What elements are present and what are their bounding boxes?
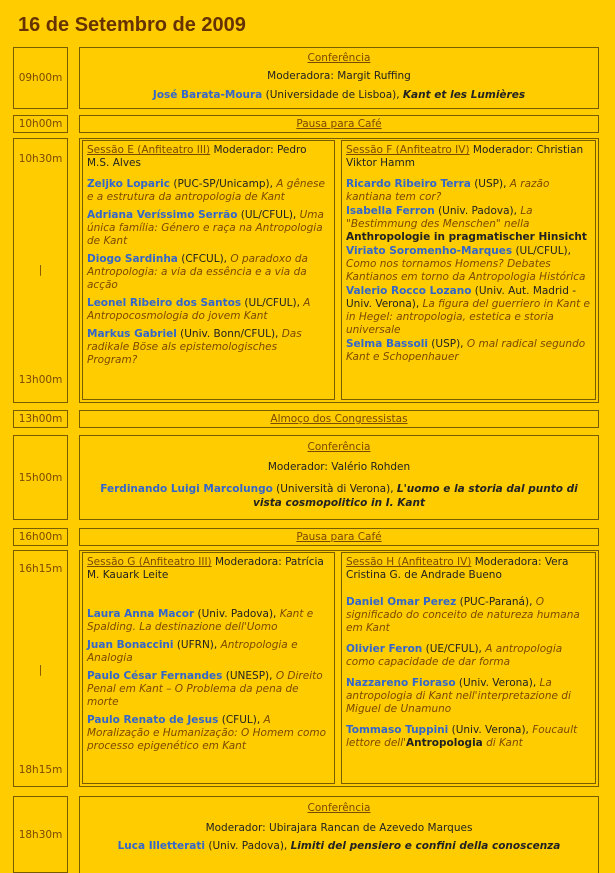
- speaker-name: José Barata-Moura: [152, 89, 263, 101]
- speaker-affiliation: (UL/CFUL),: [512, 245, 571, 257]
- conference-heading: Conferência: [307, 441, 371, 453]
- conference-moderator: Moderador: Ubirajara Rancan de Azevedo Marques: [205, 822, 473, 834]
- session-title: Sessão G (Anfiteatro III): [87, 556, 212, 568]
- time-label: 18h30m: [18, 828, 63, 841]
- talk-title: Uma única família: Género e raça na Antropologia de Kant: [87, 209, 324, 247]
- talk-title: A Moralização e Humanização: O Homem como processo epigenético em Kant: [87, 714, 327, 752]
- break-label: Pausa para Café: [296, 531, 382, 543]
- talk-item: [87, 639, 330, 665]
- time-label: 13h00m: [18, 413, 63, 425]
- conference-block: [79, 796, 599, 873]
- talk-item: [87, 714, 330, 753]
- time-cell: [13, 796, 68, 873]
- speaker-affiliation: (Univ. Aut. Madrid - Univ. Verona),: [346, 285, 577, 310]
- talk-item: [346, 285, 591, 337]
- talk-title-emphasis: Antropologia: [406, 737, 483, 749]
- talk-item: [87, 328, 330, 367]
- conference-block: [79, 435, 599, 520]
- talk-title: La antropologia di Kant nell'interpretazione di Miguel de Unamuno: [346, 677, 571, 715]
- talk-item: [346, 643, 591, 669]
- time-cell: [13, 138, 68, 403]
- speaker-affiliation: (UL/CFUL),: [237, 209, 300, 221]
- talk-title: O paradoxo da Antropologia: a via da essência e a via da acção: [87, 253, 308, 291]
- talk-item: [346, 338, 591, 364]
- speaker-affiliation: (CFUL),: [218, 714, 264, 726]
- speaker-affiliation: (UFRN),: [173, 639, 221, 651]
- time-cell: [13, 115, 68, 133]
- conference-line: [88, 482, 590, 510]
- page-title: 16 de Setembro de 2009: [18, 14, 246, 36]
- speaker-name: Daniel Omar Perez: [346, 596, 457, 608]
- speaker-affiliation: (Univ. Padova),: [205, 840, 291, 852]
- speaker-affiliation: (PUC-SP/Unicamp),: [170, 178, 277, 190]
- speaker-name: Adriana Veríssimo Serrão: [87, 209, 238, 221]
- conference-line: [80, 88, 598, 102]
- speaker-name: Ferdinando Luigi Marcolungo: [100, 483, 273, 495]
- time-cell: [13, 528, 68, 546]
- talk-item: [346, 724, 591, 750]
- conference-block: [79, 47, 599, 109]
- talk-title: Kant e Spalding. La destinazione dell'Uomo: [87, 608, 314, 633]
- talk-title-emphasis: Anthropologie in pragmatischer Hinsicht: [346, 231, 587, 243]
- time-start: 10h30m: [18, 153, 63, 165]
- talk-title: O significado do conceito de natureza humana em Kant: [346, 596, 580, 634]
- speaker-name: Viriato Soromenho-Marques: [346, 245, 513, 257]
- session-moderator: Moderadora: Vera Cristina G. de Andrade Bueno: [346, 556, 569, 581]
- talk-item: [346, 596, 591, 635]
- talk-item: [87, 253, 330, 292]
- speaker-affiliation: (Univ. Bonn/CFUL),: [176, 328, 282, 340]
- time-cell: [13, 47, 68, 109]
- speaker-affiliation: (UL/CFUL),: [241, 297, 304, 309]
- speaker-name: Paulo César Fernandes: [87, 670, 223, 682]
- speaker-name: Selma Bassoli: [346, 338, 428, 350]
- talk-item: [87, 608, 330, 634]
- time-cell: [13, 410, 68, 428]
- talk-title: L'uomo e la storia dal punto di vista cosmopolitico in I. Kant: [253, 483, 578, 509]
- session-title: Sessão E (Anfiteatro III): [87, 144, 211, 156]
- break-block: [79, 528, 599, 546]
- speaker-affiliation: (Università di Verona),: [272, 483, 397, 495]
- talk-item: [87, 670, 330, 709]
- talk-item: [346, 677, 591, 716]
- time-start: 16h15m: [18, 563, 63, 575]
- speaker-name: Markus Gabriel: [87, 328, 177, 340]
- speaker-name: Juan Bonaccini: [87, 639, 174, 651]
- talk-item: [87, 178, 330, 204]
- talk-title: O Direito Penal em Kant – O Problema da pena de morte: [87, 670, 323, 708]
- talk-title: Antropologia e Analogia: [87, 639, 298, 664]
- talk-title: Das radikale Böse als epistemologisches Program?: [87, 328, 302, 366]
- talk-title: A Antropocosmologia do jovem Kant: [87, 297, 311, 322]
- lunch-label: Almoço dos Congressistas: [270, 413, 408, 425]
- time-label: 16h00m: [18, 531, 63, 543]
- speaker-affiliation: (Universidade de Lisboa),: [262, 89, 403, 101]
- lunch-block: [79, 410, 599, 428]
- talk-title: Limiti del pensiero e confini della conoscenza: [290, 840, 561, 852]
- speaker-affiliation: (UNESP),: [222, 670, 276, 682]
- time-label: 10h00m: [18, 118, 63, 130]
- talk-item: [346, 245, 591, 284]
- speaker-affiliation: (USP),: [470, 178, 510, 190]
- time-end: 13h00m: [18, 374, 63, 386]
- talk-title-end: di Kant: [482, 737, 523, 749]
- session-title: Sessão H (Anfiteatro IV): [346, 556, 472, 568]
- session-e: [82, 140, 335, 400]
- conference-line: [80, 839, 598, 853]
- talk-item: [87, 297, 330, 323]
- talk-title: A razão kantiana tem cor?: [346, 178, 550, 203]
- talk-title: A antropologia como capacidade de dar forma: [346, 643, 563, 668]
- speaker-name: Isabella Ferron: [346, 205, 435, 217]
- speaker-name: Leonel Ribeiro dos Santos: [87, 297, 242, 309]
- session-moderator: Moderador: Christian Viktor Hamm: [346, 144, 584, 169]
- time-divider: |: [38, 263, 43, 276]
- time-cell: [13, 435, 68, 520]
- speaker-name: Zeljko Loparic: [87, 178, 171, 190]
- speaker-name: Paulo Renato de Jesus: [87, 714, 219, 726]
- talk-item: [87, 209, 330, 248]
- session-h: [341, 552, 596, 784]
- talk-title: Kant et les Lumières: [402, 89, 526, 101]
- speaker-affiliation: (Univ. Padova),: [434, 205, 521, 217]
- talk-title: Foucault lettore dell': [346, 724, 578, 749]
- speaker-name: Valerio Rocco Lozano: [346, 285, 472, 297]
- talk-title: La figura del guerriero in Kant e in Hegel: antropologia, estetica e storia universale: [346, 298, 591, 336]
- speaker-name: Luca Illetterati: [117, 840, 206, 852]
- speaker-name: Laura Anna Macor: [87, 608, 195, 620]
- break-block: [79, 115, 599, 133]
- conference-moderator: Moderadora: Margit Ruffing: [267, 70, 411, 82]
- speaker-name: Olivier Feron: [346, 643, 423, 655]
- speaker-affiliation: (PUC-Paraná),: [456, 596, 536, 608]
- speaker-name: Nazzareno Fioraso: [346, 677, 456, 689]
- speaker-name: Ricardo Ribeiro Terra: [346, 178, 471, 190]
- session-moderator: Moderador: Pedro M.S. Alves: [87, 144, 307, 169]
- time-label: 15h00m: [18, 471, 63, 484]
- session-moderator: Moderadora: Patrícia M. Kauark Leite: [87, 556, 324, 581]
- conference-heading: Conferência: [307, 52, 371, 64]
- session-title: Sessão F (Anfiteatro IV): [346, 144, 470, 156]
- break-label: Pausa para Café: [296, 118, 382, 130]
- speaker-name: Diogo Sardinha: [87, 253, 178, 265]
- speaker-affiliation: (CFCUL),: [177, 253, 231, 265]
- time-cell: [13, 550, 68, 787]
- talk-title: La "Bestimmung des Menschen" nella: [346, 205, 533, 230]
- time-label: 09h00m: [18, 72, 63, 84]
- conference-moderator: Moderador: Valério Rohden: [267, 461, 411, 473]
- session-f: [341, 140, 596, 400]
- talk-title: A gênese e a estrutura da antropologia de Kant: [87, 178, 325, 203]
- conference-heading: Conferência: [307, 802, 371, 814]
- speaker-affiliation: (UE/CFUL),: [422, 643, 486, 655]
- time-divider: |: [38, 663, 43, 676]
- speaker-affiliation: (USP),: [427, 338, 467, 350]
- speaker-name: Tommaso Tuppini: [346, 724, 449, 736]
- session-g: [82, 552, 335, 784]
- time-end: 18h15m: [18, 764, 63, 776]
- speaker-affiliation: (Univ. Verona),: [448, 724, 533, 736]
- talk-title: Como nos tornamos Homens? Debates Kantianos em torno da Antropologia Histórica: [346, 258, 586, 283]
- talk-title: O mal radical segundo Kant e Schopenhauer: [346, 338, 586, 363]
- speaker-affiliation: (Univ. Padova),: [194, 608, 280, 620]
- talk-item: [346, 205, 591, 244]
- talk-item: [346, 178, 591, 204]
- speaker-affiliation: (Univ. Verona),: [455, 677, 540, 689]
